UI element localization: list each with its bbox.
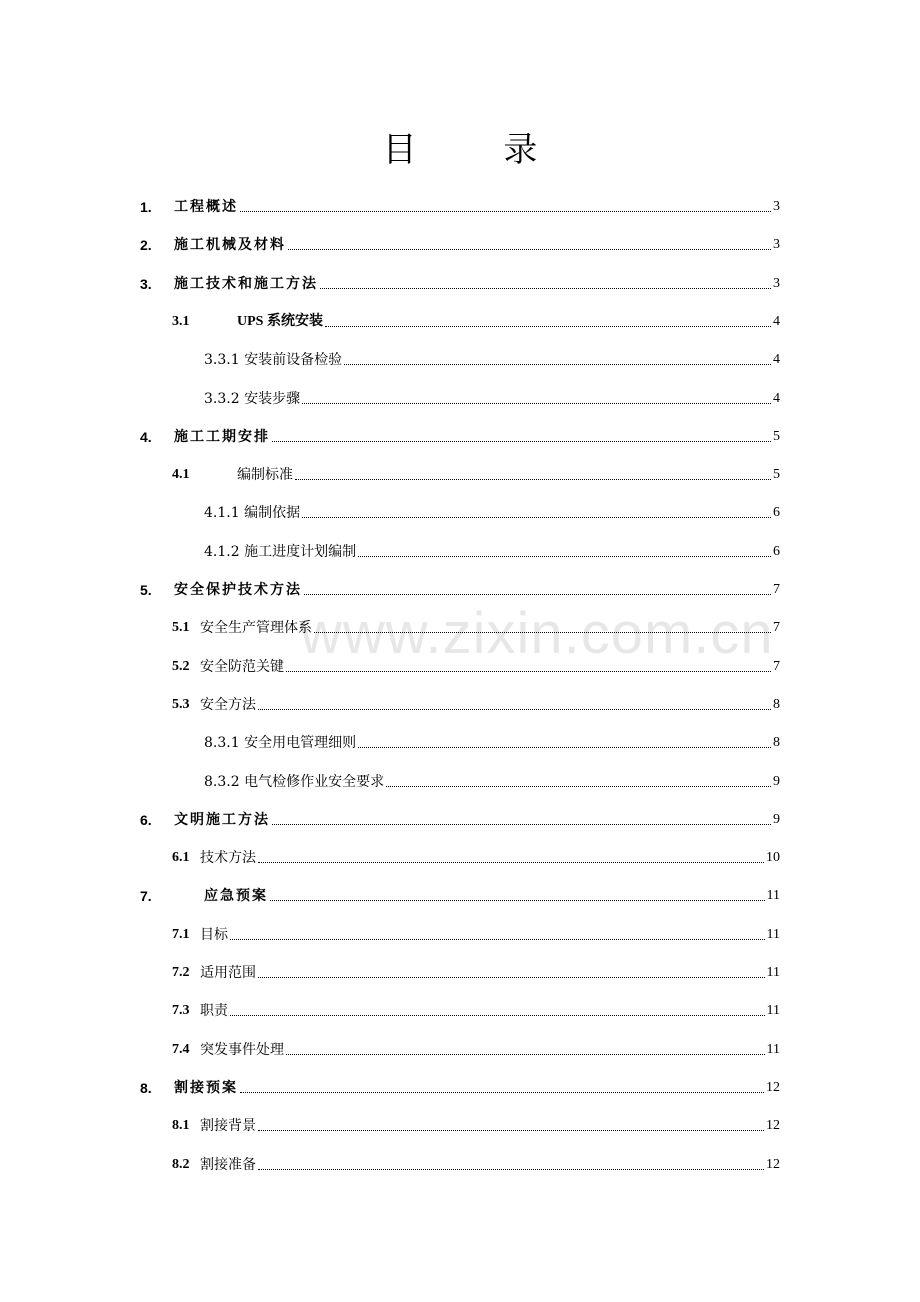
toc-entry[interactable]: [140, 1035, 780, 1059]
toc-entry-page: 11: [766, 1003, 780, 1018]
toc-entry-label: 技术方法: [200, 850, 256, 866]
toc-entry[interactable]: [140, 881, 780, 905]
toc-entry-number: 7.4: [172, 1042, 190, 1057]
toc-entry-label: 割接准备: [200, 1157, 256, 1173]
toc-entry-number: 4.: [140, 429, 152, 445]
toc-entry-number: 8.: [140, 1080, 152, 1096]
dot-leader: [314, 632, 771, 633]
toc-entry-label: 3.3.2 安装步骤: [204, 391, 301, 407]
toc-entry-number: 6.: [140, 812, 152, 828]
toc-entry-number: 5.: [140, 582, 152, 598]
toc-entry-number: 7.1: [172, 927, 190, 942]
watermark: www.zixin.com.cn: [300, 601, 774, 666]
toc-entry-page: 8: [773, 735, 780, 750]
toc-entry-page: 4: [773, 352, 780, 367]
toc-entry-label: 施工工期安排: [174, 429, 270, 445]
toc-entry-number: 5.3: [172, 697, 190, 712]
dot-leader: [304, 594, 771, 595]
toc-entry-page: 4: [773, 314, 780, 329]
toc-entry-label: 文明施工方法: [174, 812, 270, 828]
dot-leader: [320, 288, 771, 289]
toc-entry-label: 4.1.1 编制依据: [204, 505, 301, 521]
toc-entry[interactable]: [140, 728, 780, 752]
dot-leader: [344, 364, 771, 365]
toc-entry-label: 施工机械及材料: [174, 237, 286, 253]
toc-entry[interactable]: [140, 805, 780, 829]
dot-leader: [286, 671, 771, 672]
toc-entry-label: 安全保护技术方法: [174, 582, 302, 598]
toc-entry-number: 5.2: [172, 659, 190, 674]
toc-entry-number: 2.: [140, 237, 152, 253]
toc-entry-page: 3: [773, 199, 780, 214]
toc-entry[interactable]: [140, 958, 780, 982]
toc-entry-label: 职责: [200, 1003, 228, 1019]
toc-entry-page: 12: [766, 1118, 780, 1133]
dot-leader: [258, 1169, 764, 1170]
toc-entry-number: 8.1: [172, 1118, 190, 1133]
toc-entry[interactable]: [140, 192, 780, 216]
toc-entry-page: 11: [766, 1042, 780, 1057]
dot-leader: [325, 326, 771, 327]
dot-leader: [286, 1054, 765, 1055]
toc-entry-number: 5.1: [172, 620, 190, 635]
toc-entry-label: 3.3.1 安装前设备检验: [204, 352, 343, 368]
toc-entry-number: 7.: [140, 888, 152, 904]
toc-entry-page: 9: [773, 774, 780, 789]
dot-leader: [272, 824, 771, 825]
toc-entry[interactable]: [140, 767, 780, 791]
toc-entry[interactable]: [140, 920, 780, 944]
dot-leader: [258, 709, 771, 710]
dot-leader: [272, 441, 771, 442]
toc-entry[interactable]: [140, 1150, 780, 1174]
dot-leader: [230, 1015, 765, 1016]
toc-entry-page: 7: [773, 620, 780, 635]
toc-entry-number: 7.3: [172, 1003, 190, 1018]
dot-leader: [258, 862, 764, 863]
dot-leader: [358, 556, 771, 557]
toc-entry-page: 11: [766, 965, 780, 980]
toc-entry-label: 安全方法: [200, 697, 256, 713]
toc-entry-label: 工程概述: [174, 199, 238, 215]
toc-entry-number: 1.: [140, 199, 152, 215]
toc-entry[interactable]: [140, 460, 780, 484]
toc-entry-page: 9: [773, 812, 780, 827]
toc-entry-page: 5: [773, 429, 780, 444]
toc-entry-label: 编制标准: [237, 467, 293, 483]
toc-entry[interactable]: [140, 498, 780, 522]
toc-entry[interactable]: [140, 307, 780, 331]
toc-entry[interactable]: [140, 384, 780, 408]
toc-entry[interactable]: [140, 652, 780, 676]
toc-entry-label: 适用范围: [200, 965, 256, 981]
toc-entry-number: 7.2: [172, 965, 190, 980]
toc-entry-label: 目标: [200, 927, 228, 943]
toc-entry-page: 11: [766, 927, 780, 942]
dot-leader: [240, 1092, 764, 1093]
toc-entry-page: 7: [773, 659, 780, 674]
toc-entry-number: 4.1: [172, 467, 190, 482]
toc-entry[interactable]: [140, 843, 780, 867]
dot-leader: [295, 479, 771, 480]
toc-entry[interactable]: [140, 613, 780, 637]
dot-leader: [302, 403, 771, 404]
toc-entry-page: 12: [766, 1080, 780, 1095]
toc-entry[interactable]: [140, 537, 780, 561]
toc-title: 目 录: [382, 130, 576, 170]
toc-entry-number: 3.: [140, 276, 152, 292]
toc-entry-label: 突发事件处理: [200, 1042, 284, 1058]
dot-leader: [358, 747, 771, 748]
toc-entry-label: 割接背景: [200, 1118, 256, 1134]
toc-entry-page: 6: [773, 544, 780, 559]
toc-entry-number: 6.1: [172, 850, 190, 865]
toc-entry-page: 3: [773, 237, 780, 252]
dot-leader: [288, 249, 771, 250]
toc-entry-label: 8.3.1 安全用电管理细则: [204, 735, 357, 751]
toc-entry-page: 5: [773, 467, 780, 482]
toc-entry-page: 11: [766, 888, 780, 903]
toc-entry-page: 10: [766, 850, 780, 865]
dot-leader: [270, 900, 765, 901]
toc-entry[interactable]: [140, 422, 780, 446]
toc-entry[interactable]: [140, 1111, 780, 1135]
dot-leader: [230, 939, 765, 940]
toc-entry-label: UPS 系统安装: [237, 314, 323, 329]
dot-leader: [258, 977, 765, 978]
toc-entry[interactable]: [140, 230, 780, 254]
toc-entry-page: 4: [773, 391, 780, 406]
toc-entry-page: 6: [773, 505, 780, 520]
toc-entry-label: 割接预案: [174, 1080, 238, 1096]
toc-entry[interactable]: [140, 345, 780, 369]
toc-entry-page: 12: [766, 1157, 780, 1172]
dot-leader: [240, 211, 771, 212]
toc-entry[interactable]: [140, 575, 780, 599]
toc-entry-label: 施工技术和施工方法: [174, 276, 318, 292]
toc-entry-page: 7: [773, 582, 780, 597]
toc-entry[interactable]: [140, 1073, 780, 1097]
toc-entry-number: 3.1: [172, 314, 190, 329]
dot-leader: [302, 517, 771, 518]
toc-entry-label: 安全生产管理体系: [200, 620, 312, 636]
toc-entry[interactable]: [140, 996, 780, 1020]
dot-leader: [386, 786, 771, 787]
toc-entry-label: 4.1.2 施工进度计划编制: [204, 544, 357, 560]
toc-entry[interactable]: [140, 690, 780, 714]
toc-entry-page: 3: [773, 276, 780, 291]
toc-entry-label: 安全防范关键: [200, 659, 284, 675]
dot-leader: [258, 1130, 764, 1131]
toc-entry[interactable]: [140, 269, 780, 293]
toc-entry-label: 应急预案: [204, 888, 268, 904]
toc-entry-page: 8: [773, 697, 780, 712]
toc-entry-label: 8.3.2 电气检修作业安全要求: [204, 774, 385, 790]
toc-entry-number: 8.2: [172, 1157, 190, 1172]
